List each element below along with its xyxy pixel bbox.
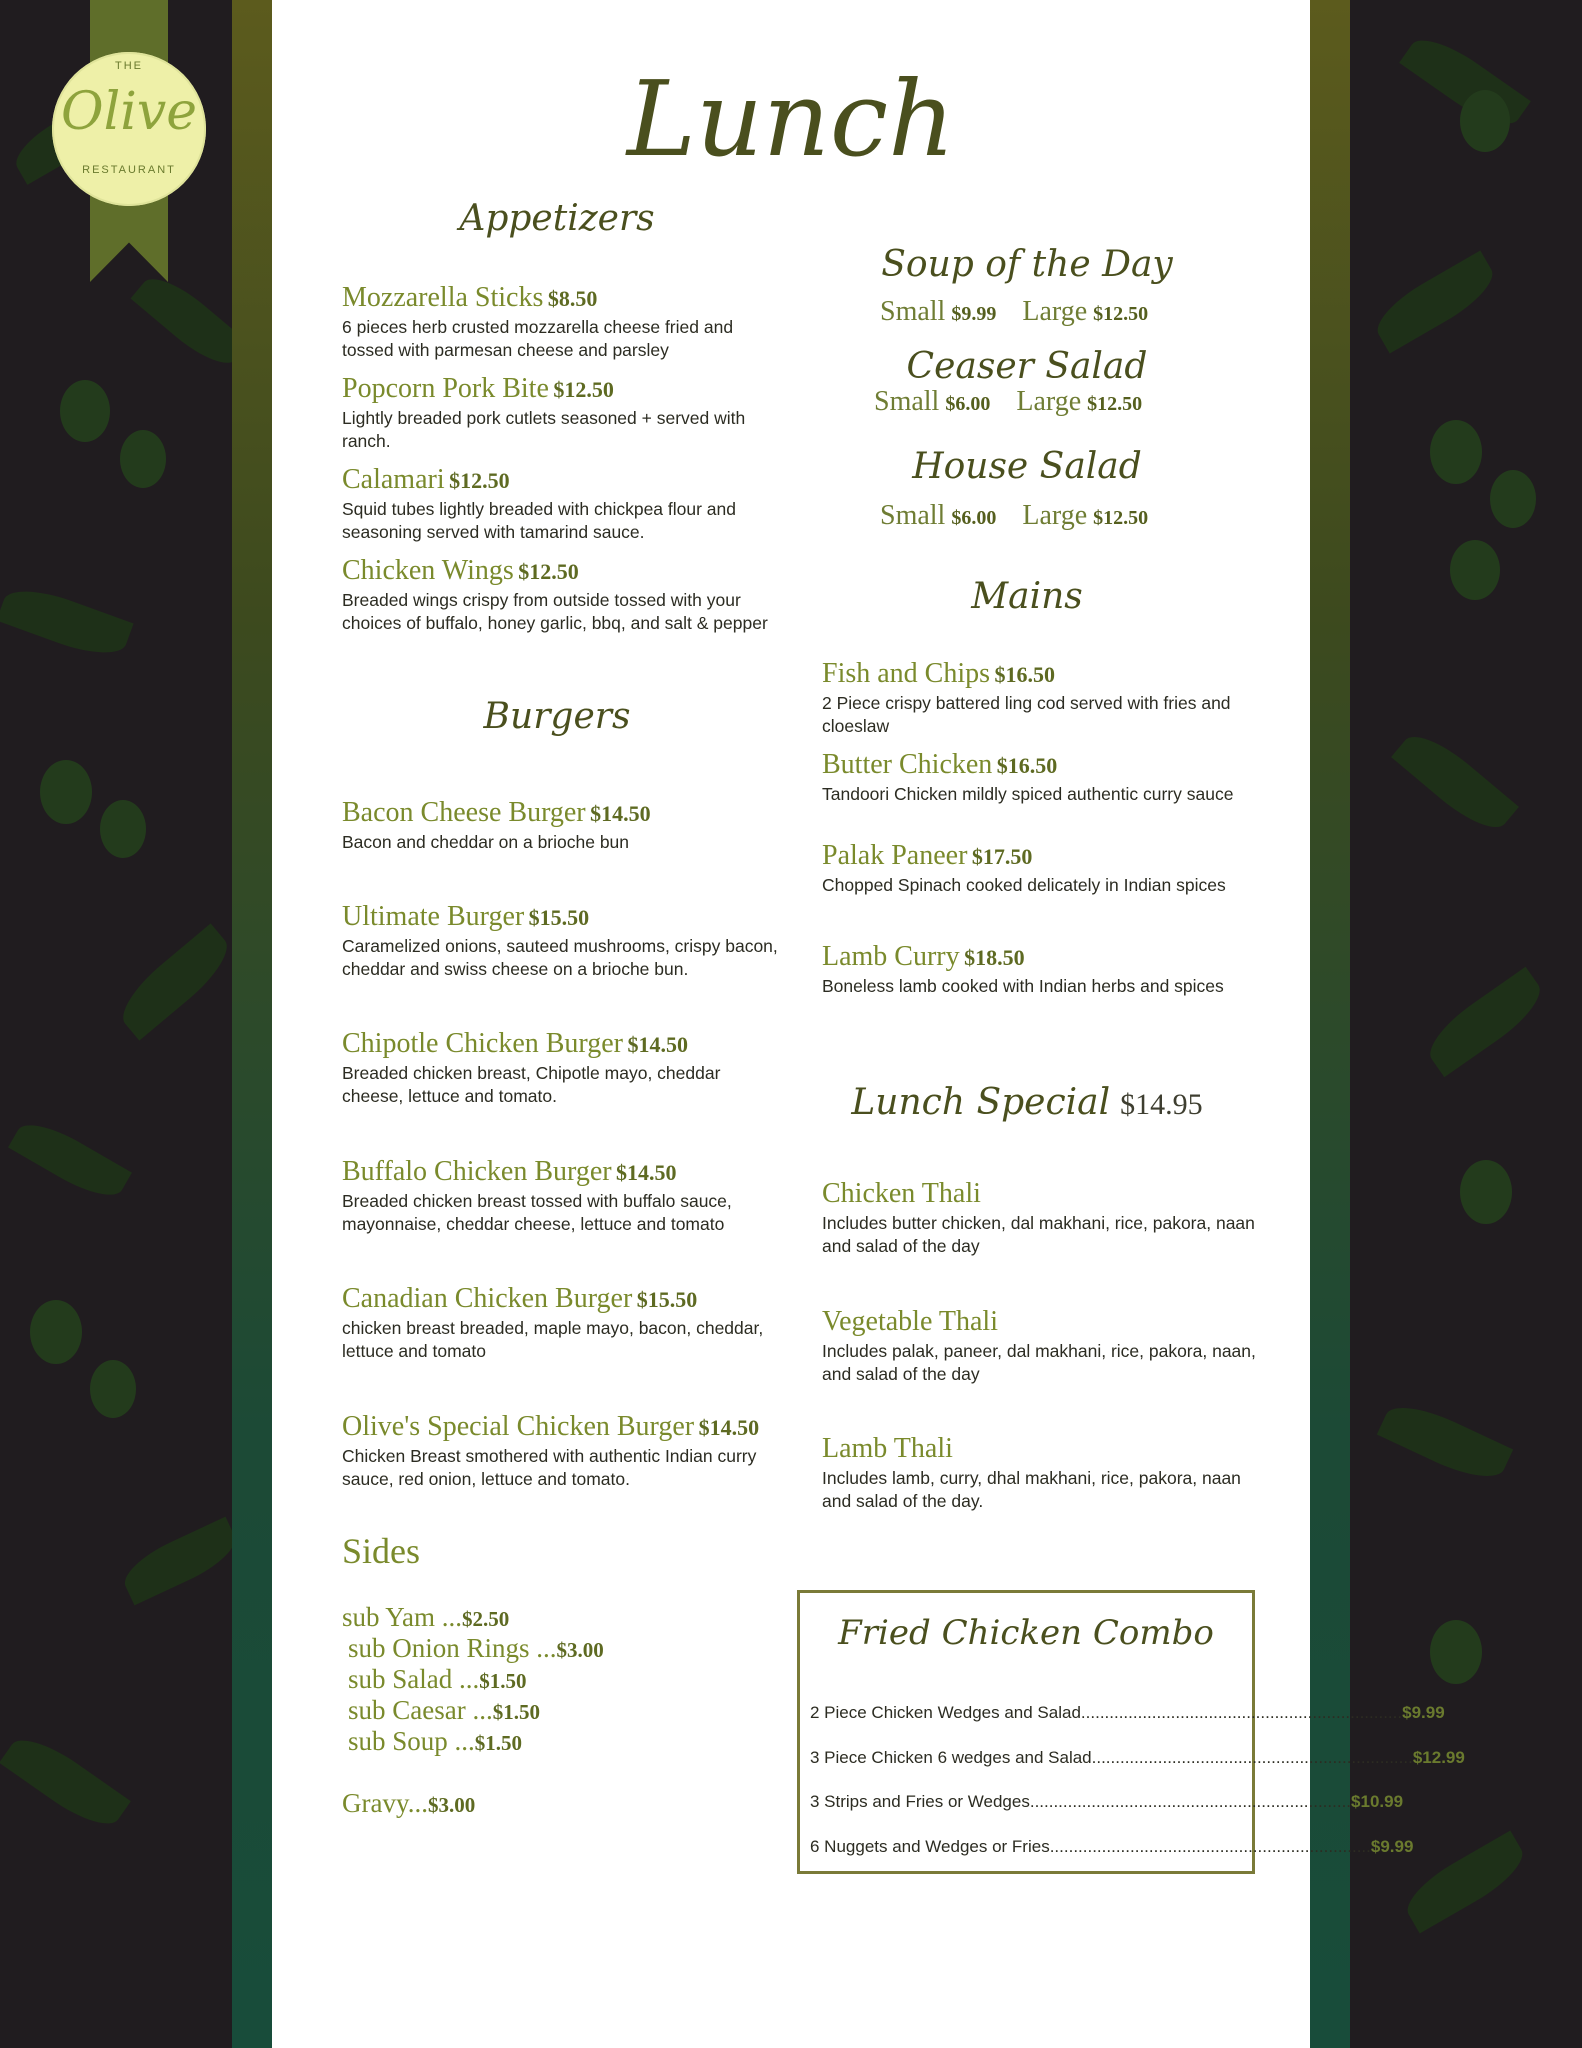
olive-decoration — [90, 1360, 136, 1418]
right-frame-border — [1310, 0, 1350, 2048]
side-name: sub Soup ... — [348, 1726, 475, 1756]
item-price: $16.50 — [994, 662, 1055, 687]
item-name: Calamari — [342, 464, 445, 495]
olive-decoration — [60, 380, 110, 442]
item-price: $12.50 — [518, 559, 579, 584]
leaf-decoration — [1419, 967, 1551, 1078]
soup-heading: Soup of the Day — [881, 244, 1173, 285]
mains-heading: Mains — [971, 576, 1083, 617]
item-price: $14.50 — [698, 1415, 760, 1440]
item-description: Caramelized onions, sauteed mushrooms, crispy bacon, cheddar and swiss cheese on a brioche bun. — [342, 936, 778, 979]
item-description: Breaded chicken breast tossed with buffalo sauce, mayonnaise, cheddar cheese, lettuce and tomato — [342, 1191, 732, 1234]
appetizer-item — [342, 282, 782, 362]
side-price: $3.00 — [427, 1793, 476, 1817]
burger-item — [342, 1156, 782, 1236]
appetizers-heading: Appetizers — [459, 198, 655, 239]
item-name: Palak Paneer — [822, 840, 968, 871]
item-price: $14.50 — [627, 1032, 688, 1057]
item-description: 2 Piece crispy battered ling cod served with fries and cloeslaw — [822, 693, 1231, 736]
appetizer-item — [342, 555, 782, 635]
olive-decoration — [1430, 1620, 1482, 1684]
item-description: Includes butter chicken, dal makhani, rice, pakora, naan and salad of the day — [822, 1213, 1255, 1256]
small-label: Small — [880, 296, 946, 327]
side-name: Gravy... — [342, 1788, 428, 1818]
caesar-salad-heading: Ceaser Salad — [906, 346, 1148, 387]
leader-dots: .................................................................... — [1080, 1703, 1403, 1722]
olive-decoration — [40, 760, 92, 824]
small-price: $6.00 — [945, 393, 991, 415]
logo-the: THE — [115, 60, 143, 72]
large-price: $12.50 — [1087, 393, 1143, 415]
item-price: $15.50 — [528, 905, 590, 930]
olive-decoration — [1490, 470, 1536, 528]
leaf-decoration — [0, 1727, 131, 1838]
side-item — [348, 1695, 540, 1726]
item-description: Breaded wings crispy from outside tossed with your choices of buffalo, honey garlic, bbq, and salt & pepper — [342, 590, 768, 633]
item-name: Canadian Chicken Burger — [342, 1283, 633, 1314]
lunch-special-price: $14.95 — [1120, 1088, 1203, 1121]
appetizer-item — [342, 373, 782, 453]
item-name: Lamb Thali — [822, 1433, 953, 1464]
leaf-decoration — [111, 923, 239, 1040]
side-name: sub Yam ... — [342, 1602, 463, 1632]
side-price: $1.50 — [479, 1669, 527, 1693]
item-description: Chicken Breast smothered with authentic Indian curry sauce, red onion, lettuce and tomato. — [342, 1446, 757, 1489]
item-description: Boneless lamb cooked with Indian herbs and spices — [822, 976, 1224, 996]
large-price: $12.50 — [1093, 507, 1149, 529]
side-item — [342, 1602, 509, 1633]
main-item — [822, 658, 1262, 738]
leader-dots: .................................................................... — [1049, 1837, 1371, 1856]
item-description: Chopped Spinach cooked delicately in Indian spices — [822, 875, 1226, 895]
olive-decoration — [120, 430, 166, 488]
combo-item-text: 3 Strips and Fries or Wedges — [810, 1792, 1030, 1811]
item-price: $16.50 — [996, 753, 1058, 778]
logo-subtitle: RESTAURANT — [82, 164, 176, 176]
house-salad-sizes — [880, 500, 1174, 532]
item-name: Ultimate Burger — [342, 901, 525, 932]
leaf-decoration — [1398, 1830, 1533, 1933]
burger-item — [342, 797, 782, 854]
gravy-item — [342, 1788, 475, 1819]
small-label: Small — [880, 500, 946, 531]
side-item — [348, 1664, 527, 1695]
main-item — [822, 840, 1262, 897]
side-item — [348, 1726, 522, 1757]
item-description: 6 pieces herb crusted mozzarella cheese fried and tossed with parmesan cheese and parsley — [342, 317, 734, 360]
combo-item — [810, 1792, 1404, 1812]
sides-heading: Sides — [342, 1531, 421, 1571]
combo-item-price: $10.99 — [1351, 1792, 1404, 1811]
item-description: Breaded chicken breast, Chipotle mayo, cheddar cheese, lettuce and tomato. — [342, 1063, 721, 1106]
large-label: Large — [1016, 386, 1082, 417]
appetizer-item — [342, 464, 782, 544]
combo-item — [810, 1703, 1445, 1723]
item-description: Lightly breaded pork cutlets seasoned + served with ranch. — [342, 408, 746, 451]
small-price: $9.99 — [951, 303, 997, 325]
side-name: sub Caesar ... — [348, 1695, 493, 1725]
item-price: $14.50 — [590, 801, 651, 826]
main-item — [822, 941, 1262, 998]
leader-dots: .................................................................... — [1091, 1748, 1413, 1767]
side-name: sub Onion Rings ... — [348, 1633, 557, 1663]
combo-item-price: $12.99 — [1412, 1748, 1465, 1767]
combo-item — [810, 1837, 1414, 1857]
right-background-panel — [1310, 0, 1582, 2048]
large-label: Large — [1022, 296, 1088, 327]
special-item — [822, 1433, 1262, 1513]
combo-item-text: 3 Piece Chicken 6 wedges and Salad — [810, 1748, 1092, 1767]
item-name: Vegetable Thali — [822, 1306, 998, 1337]
restaurant-logo — [52, 52, 206, 206]
large-label: Large — [1022, 500, 1088, 531]
item-price: $18.50 — [964, 945, 1025, 970]
item-description: Bacon and cheddar on a brioche bun — [342, 832, 630, 852]
item-description: chicken breast breaded, maple mayo, bacon, cheddar, lettuce and tomato — [342, 1318, 764, 1361]
left-frame-border — [232, 0, 272, 2048]
item-price: $14.50 — [616, 1160, 677, 1185]
olive-decoration — [1460, 90, 1510, 152]
main-item — [822, 749, 1262, 806]
item-price: $8.50 — [547, 286, 598, 311]
item-name: Mozzarella Sticks — [342, 282, 544, 313]
item-description: Squid tubes lightly breaded with chickpea flour and seasoning served with tamarind sauce. — [342, 499, 736, 542]
item-name: Bacon Cheese Burger — [342, 797, 586, 828]
item-description: Includes palak, paneer, dal makhani, rice, pakora, naan, and salad of the day — [822, 1341, 1256, 1384]
small-label: Small — [874, 386, 940, 417]
olive-decoration — [1430, 420, 1482, 484]
page-title: Lunch — [626, 58, 956, 180]
lunch-special-title: Lunch Special — [851, 1082, 1111, 1123]
item-name: Buffalo Chicken Burger — [342, 1156, 612, 1187]
leaf-decoration — [1368, 250, 1503, 353]
leaf-decoration — [8, 1113, 132, 1208]
burger-item — [342, 901, 782, 981]
item-price: $17.50 — [971, 844, 1033, 869]
house-salad-heading: House Salad — [912, 446, 1142, 487]
combo-item-price: $9.99 — [1370, 1837, 1414, 1856]
combo-item-price: $9.99 — [1402, 1703, 1445, 1722]
item-name: Chipotle Chicken Burger — [342, 1028, 623, 1059]
item-price: $15.50 — [636, 1287, 698, 1312]
combo-box — [797, 1590, 1465, 1874]
burger-item — [342, 1028, 782, 1108]
small-price: $6.00 — [951, 507, 997, 529]
side-price: $3.00 — [556, 1638, 604, 1662]
side-price: $2.50 — [462, 1607, 510, 1631]
olive-decoration — [100, 800, 146, 858]
combo-item-text: 2 Piece Chicken Wedges and Salad — [810, 1703, 1081, 1722]
item-name: Lamb Curry — [822, 941, 960, 972]
olive-decoration — [1460, 1160, 1512, 1224]
burger-item — [342, 1283, 782, 1363]
burger-item — [342, 1411, 782, 1491]
lunch-special-heading — [822, 1082, 1232, 1123]
leader-dots: .................................................................... — [1029, 1792, 1352, 1811]
leaf-decoration — [1391, 723, 1519, 840]
leaf-decoration — [0, 579, 134, 665]
item-price: $12.50 — [553, 377, 614, 402]
item-price: $12.50 — [449, 468, 510, 493]
combo-item — [810, 1748, 1465, 1768]
item-name: Olive's Special Chicken Burger — [342, 1411, 695, 1442]
item-name: Butter Chicken — [822, 749, 993, 780]
item-name: Chicken Wings — [342, 555, 514, 586]
side-price: $1.50 — [492, 1700, 540, 1724]
side-name: sub Salad ... — [348, 1664, 480, 1694]
side-price: $1.50 — [474, 1731, 523, 1755]
item-name: Popcorn Pork Bite — [342, 373, 549, 404]
side-item — [348, 1633, 604, 1664]
burgers-heading: Burgers — [483, 696, 631, 737]
large-price: $12.50 — [1093, 303, 1149, 325]
special-item — [822, 1178, 1262, 1258]
combo-heading: Fried Chicken Combo — [838, 1613, 1214, 1653]
logo-name: Olive — [60, 82, 198, 142]
soup-sizes — [880, 296, 1174, 328]
item-name: Fish and Chips — [822, 658, 991, 689]
olive-decoration — [30, 1300, 82, 1364]
leaf-decoration — [117, 1517, 244, 1606]
special-item — [822, 1306, 1262, 1386]
item-name: Chicken Thali — [822, 1178, 981, 1209]
leaf-decoration — [1377, 1395, 1513, 1490]
item-description: Includes lamb, curry, dhal makhani, rice, pakora, naan and salad of the day. — [822, 1468, 1241, 1511]
item-description: Tandoori Chicken mildly spiced authentic curry sauce — [822, 784, 1234, 804]
olive-decoration — [1450, 540, 1500, 600]
caesar-salad-sizes — [874, 386, 1168, 418]
combo-item-text: 6 Nuggets and Wedges or Fries — [810, 1837, 1050, 1856]
